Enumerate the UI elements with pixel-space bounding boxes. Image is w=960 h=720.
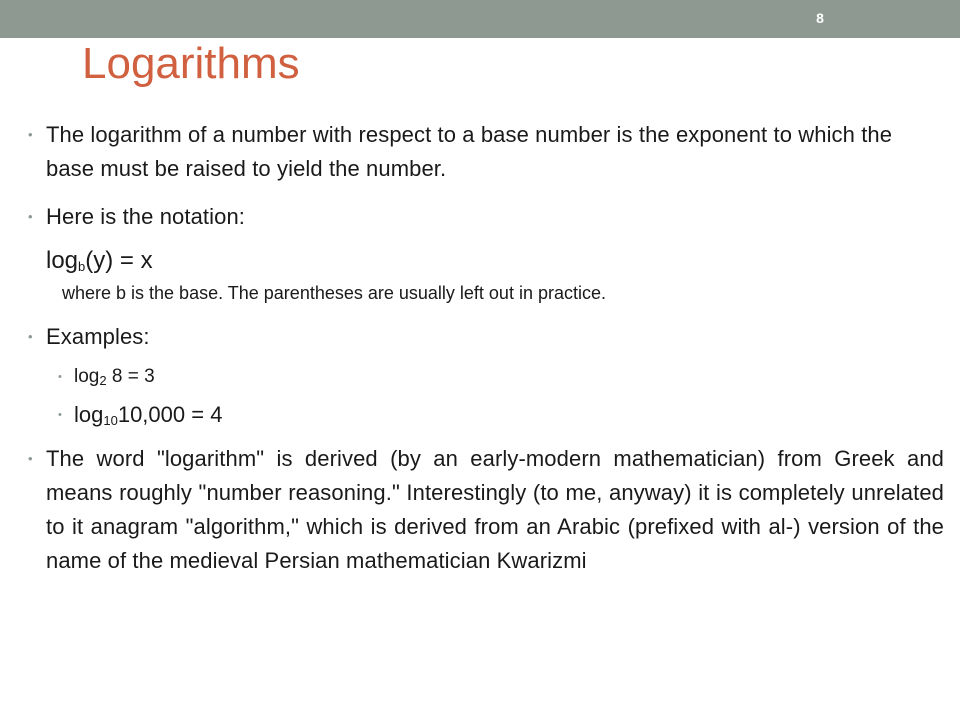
- bullet-notation: [28, 200, 944, 234]
- slide-number: 8: [816, 10, 824, 26]
- sub-bullet-dot-icon: •: [58, 409, 62, 421]
- bullet-dot-icon: •: [28, 209, 33, 224]
- formula-subscript: b: [78, 259, 86, 274]
- example-rest: 8 = 3: [106, 366, 155, 387]
- example-item: [28, 402, 944, 428]
- example-function: log: [74, 366, 100, 387]
- bullet-dot-icon: •: [28, 329, 33, 344]
- slide-content: [28, 118, 944, 578]
- example-subscript: 10: [103, 413, 118, 428]
- example-item: [28, 364, 944, 390]
- bullet-definition-text: The logarithm of a number with respect to a base number is the exponent to which the base must be raised to yield the number.: [46, 122, 893, 181]
- example-subscript: 2: [99, 373, 107, 388]
- header-bar: [0, 0, 960, 38]
- bullet-examples-text: Examples:: [46, 324, 150, 349]
- bullet-definition: [28, 118, 944, 186]
- bullet-examples: [28, 320, 944, 354]
- sub-bullet-dot-icon: •: [58, 371, 62, 383]
- example-rest: 10,000 = 4: [117, 402, 223, 427]
- bullet-dot-icon: •: [28, 451, 33, 466]
- bullet-notation-text: Here is the notation:: [46, 204, 245, 229]
- slide-title: Logarithms: [82, 39, 300, 88]
- notation-formula: [28, 246, 944, 276]
- example-function: log: [74, 402, 104, 427]
- notation-note: where b is the base. The parentheses are usually left out in practice.: [62, 283, 606, 303]
- formula-function: log: [46, 247, 79, 274]
- formula-rest: (y) = x: [85, 247, 153, 274]
- bullet-etymology-text: The word "logarithm" is derived (by an early-modern mathematician) from Greek and means roughly "number reasoning." Interestingly (to me, anyway) it is completely unrelated to it anagram "algorithm," which is derived from an Arabic (prefixed with al-) version of the name of the medieval Persian mathematician Kwarizmi: [46, 446, 944, 573]
- bullet-dot-icon: •: [28, 127, 33, 142]
- bullet-etymology: [28, 442, 944, 578]
